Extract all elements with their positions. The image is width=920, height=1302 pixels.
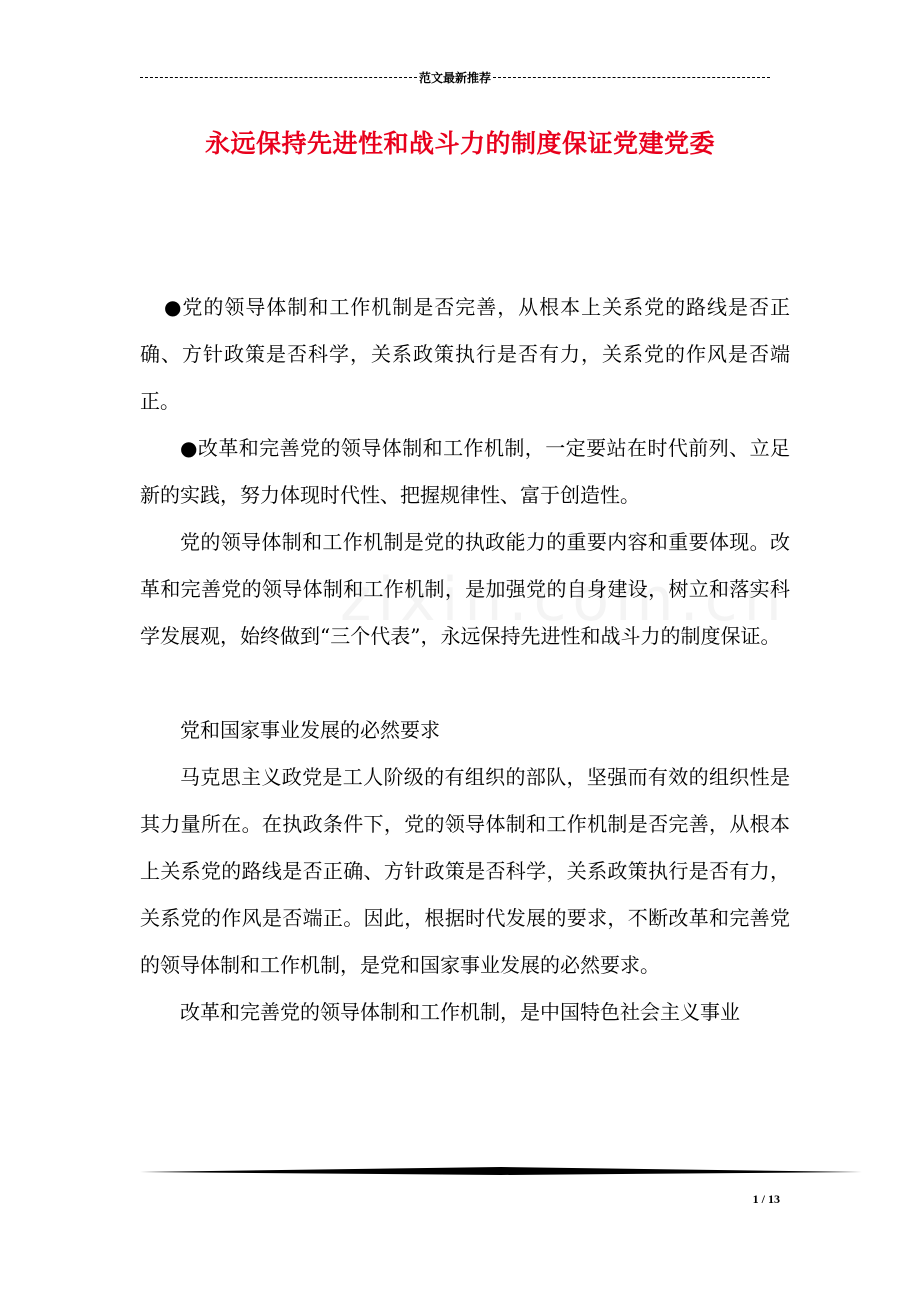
paragraph-4: 马克思主义政党是工人阶级的有组织的部队，坚强而有效的组织性是其力量所在。在执政条件下，党的领导体制和工作机制是否完善，从根本上关系党的路线是否正确、方针政策是否科学，关系政策执行是否有力，关系党的作风是否端正。因此，根据时代发展的要求，不断改革和完善党的领导体制和工作机制，是党和国家事业发展的必然要求。 (140, 765, 790, 977)
document-title: 永远保持先进性和战斗力的制度保证党建党委 (204, 129, 715, 158)
document-body (140, 284, 790, 1036)
footer-rule (140, 1166, 862, 1176)
header-label: 范文最新推荐 (419, 70, 492, 85)
paragraph-3: 党的领导体制和工作机制是党的执政能力的重要内容和重要体现。改革和完善党的领导体制和工作机制，是加强党的自身建设，树立和落实科学发展观，始终做到“三个代表”，永远保持先进性和战斗力的制度保证。 (140, 530, 790, 648)
paragraph-1: ●党的领导体制和工作机制是否完善，从根本上关系党的路线是否正确、方针政策是否科学，关系政策执行是否有力，关系党的作风是否端正。 (140, 295, 790, 413)
paragraph-spacer (140, 660, 790, 707)
page-header (140, 68, 770, 86)
header-dash-right (493, 77, 770, 78)
header-dash-left (140, 77, 417, 78)
paragraph-5: 改革和完善党的领导体制和工作机制，是中国特色社会主义事业 (180, 1000, 740, 1024)
section-heading: 党和国家事业发展的必然要求 (180, 718, 440, 742)
page-number: 1 / 13 (752, 1192, 780, 1206)
paragraph-2: ●改革和完善党的领导体制和工作机制，一定要站在时代前列、立足新的实践，努力体现时代性、把握规律性、富于创造性。 (140, 436, 790, 507)
